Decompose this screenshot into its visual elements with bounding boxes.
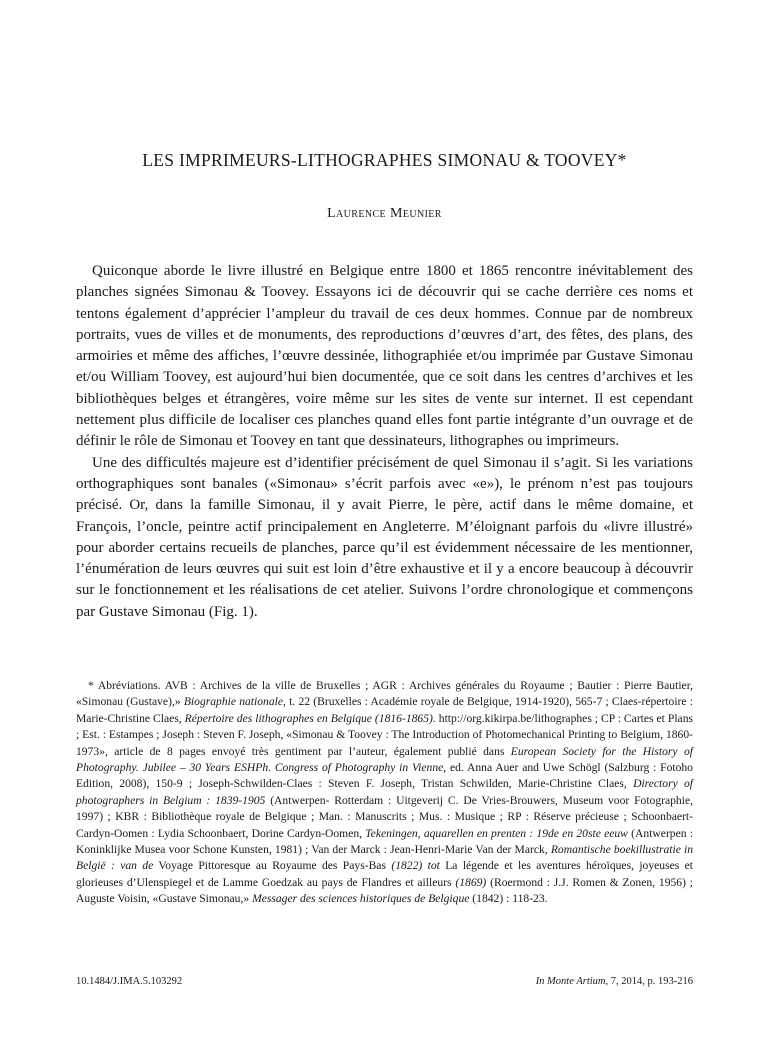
footnote-segment: European Society for the History of Photography. Jubilee – 30 Years ESHPh. Congress of Photography in Vienne [76, 744, 693, 775]
footnote-segment: , t. 22 (Bruxelles : Académie royale de Belgique, 1914-1920), 565-7 ; Claes-répertoire : Marie-Christine Claes, [76, 695, 693, 725]
footnote-segment: Romantische boekillustratie in België : van de [76, 843, 693, 873]
footnote-segment: Tekeningen, aquarellen en prenten : 19de en 20ste eeuw [365, 826, 628, 840]
footnote [76, 678, 693, 908]
footnote-segment: (Antwerpen- Rotterdam : Uitgeverij C. De Vries-Brouwers, Museum voor Fotographie, 1997) ; KBR : Bibliothèque royale de Belgique ; Man. : Manuscrits ; Mus. : Musique ; RP : Réserve précieuse ; Schoonbaert-Cardyn-Oomen : Lydia Schoonbaert, Dorine Cardyn-Oomen, [76, 793, 693, 840]
footnote-segment: Répertoire des lithographes en Belgique (1816-1865). [184, 711, 436, 725]
footnote-segment: (Roermond : J.J. Romen & Zonen, 1956) ; Auguste Voisin, «Gustave Simonau,» [76, 875, 693, 906]
footnote-segment: La légende et les aventures héroïques, joyeuses et glorieuses d’Ulenspiegel et de Lamme Goedzak au pays de Flandres et ailleurs [76, 859, 694, 889]
body-paragraph: Une des difficultés majeure est d’identifier précisément de quel Simonau il s’agit. Si les variations orthographiques sont banales («Simonau» s’écrit parfois avec «e»), le prénom n’est pas toujours précisé. Or, dans la famille Simonau, il y avait Pierre, le père, actif dans le même domaine, et François, l’oncle, peintre actif principalement en Angleterre. M’éloignant parfois du «livre illustré» pour aborder certains recueils de planches, parce qu’il est évidemment nécessaire de les mentionner, l’énumération de leurs œuvres qui suit est loin d’être exhaustive et il y a encore beaucoup à découvrir sur le fonctionnement et les réalisations de cet atelier. Suivons l’ordre chronologique et commençons par Gustave Simonau (Fig. 1). [76, 454, 693, 620]
citation-details: , 7, 2014, p. 193-216 [605, 976, 693, 987]
footnote-segment: , ed. Anna Auer and Uwe Schögl (Salzburg : Fotoho Edition, 2008), 150-9 ; Joseph-Schwilden-Claes : Steven F. Joseph, Tristan Schwilden, Marie-Christine Claes, [76, 761, 693, 791]
footnote-segment: Directory of photographers in Belgium : 1839-1905 [76, 777, 694, 807]
journal-citation [536, 976, 693, 987]
article-author: Laurence Meunier [327, 206, 442, 221]
doi-reference: 10.1484/J.IMA.5.103292 [76, 976, 183, 987]
footnote-segment: (1842) : 118-23. [469, 892, 548, 906]
footnote-segment: http://org.kikirpa.be/lithographes ; CP : Cartes et Plans ; Est. : Estampes ; Joseph : Steven F. Joseph, «Simonau & Toovey : The Introduction of Photomechanical Printing to Belgium, 1860-1973», article de 8 pages envoyé très gentiment par l’auteur, également publié dans [76, 711, 693, 758]
footnote-segment: (1822) tot [391, 859, 440, 873]
footnote-segment: (1869) [455, 875, 487, 889]
footnote-text [76, 678, 693, 908]
article-title: LES IMPRIMEURS-LITHOGRAPHES SIMONAU & TOOVEY* [142, 150, 627, 170]
footnote-segment: Messager des sciences historiques de Belgique [252, 892, 470, 906]
footnote-segment: Biographie nationale [183, 695, 284, 709]
article-body [76, 261, 693, 623]
body-paragraph: Quiconque aborde le livre illustré en Belgique entre 1800 et 1865 rencontre inévitablement des planches signées Simonau & Toovey. Essayons ici de découvrir qui se cache derrière ces noms et tentons également d’apprécier l’ampleur du travail de ces deux hommes. Connue par de nombreux portraits, vues de villes et de monuments, des reproductions d’œuvres d’art, des fêtes, des plans, des armoiries et même des affiches, l’œuvre dessinée, lithographiée et/ou imprimée par Gustave Simonau et/ou William Toovey, est aujourd’hui bien documentée, que ce soit dans les centres d’archives et les bibliothèques belges et étrangères, voire même sur les sites de vente sur internet. Il est cependant nettement plus difficile de localiser ces planches quand elles font partie intégrante d’un ouvrage et de définir le rôle de Simonau et Toovey en tant que dessinateurs, lithographes ou imprimeurs. [76, 263, 693, 450]
journal-name: In Monte Artium [535, 976, 606, 987]
footnote-segment: (Antwerpen : Koninklijke Musea voor Schone Kunsten, 1981) ; Van der Marck : Jean-Henri-Marie Van der Marck, [76, 826, 694, 857]
footnote-segment: * Abréviations. AVB : Archives de la ville de Bruxelles ; AGR : Archives générales du Royaume ; Bautier : Pierre Bautier, «Simonau (Gustave),» [76, 679, 693, 709]
footnote-segment: Voyage Pittoresque au Royaume des Pays-Bas [153, 859, 392, 873]
